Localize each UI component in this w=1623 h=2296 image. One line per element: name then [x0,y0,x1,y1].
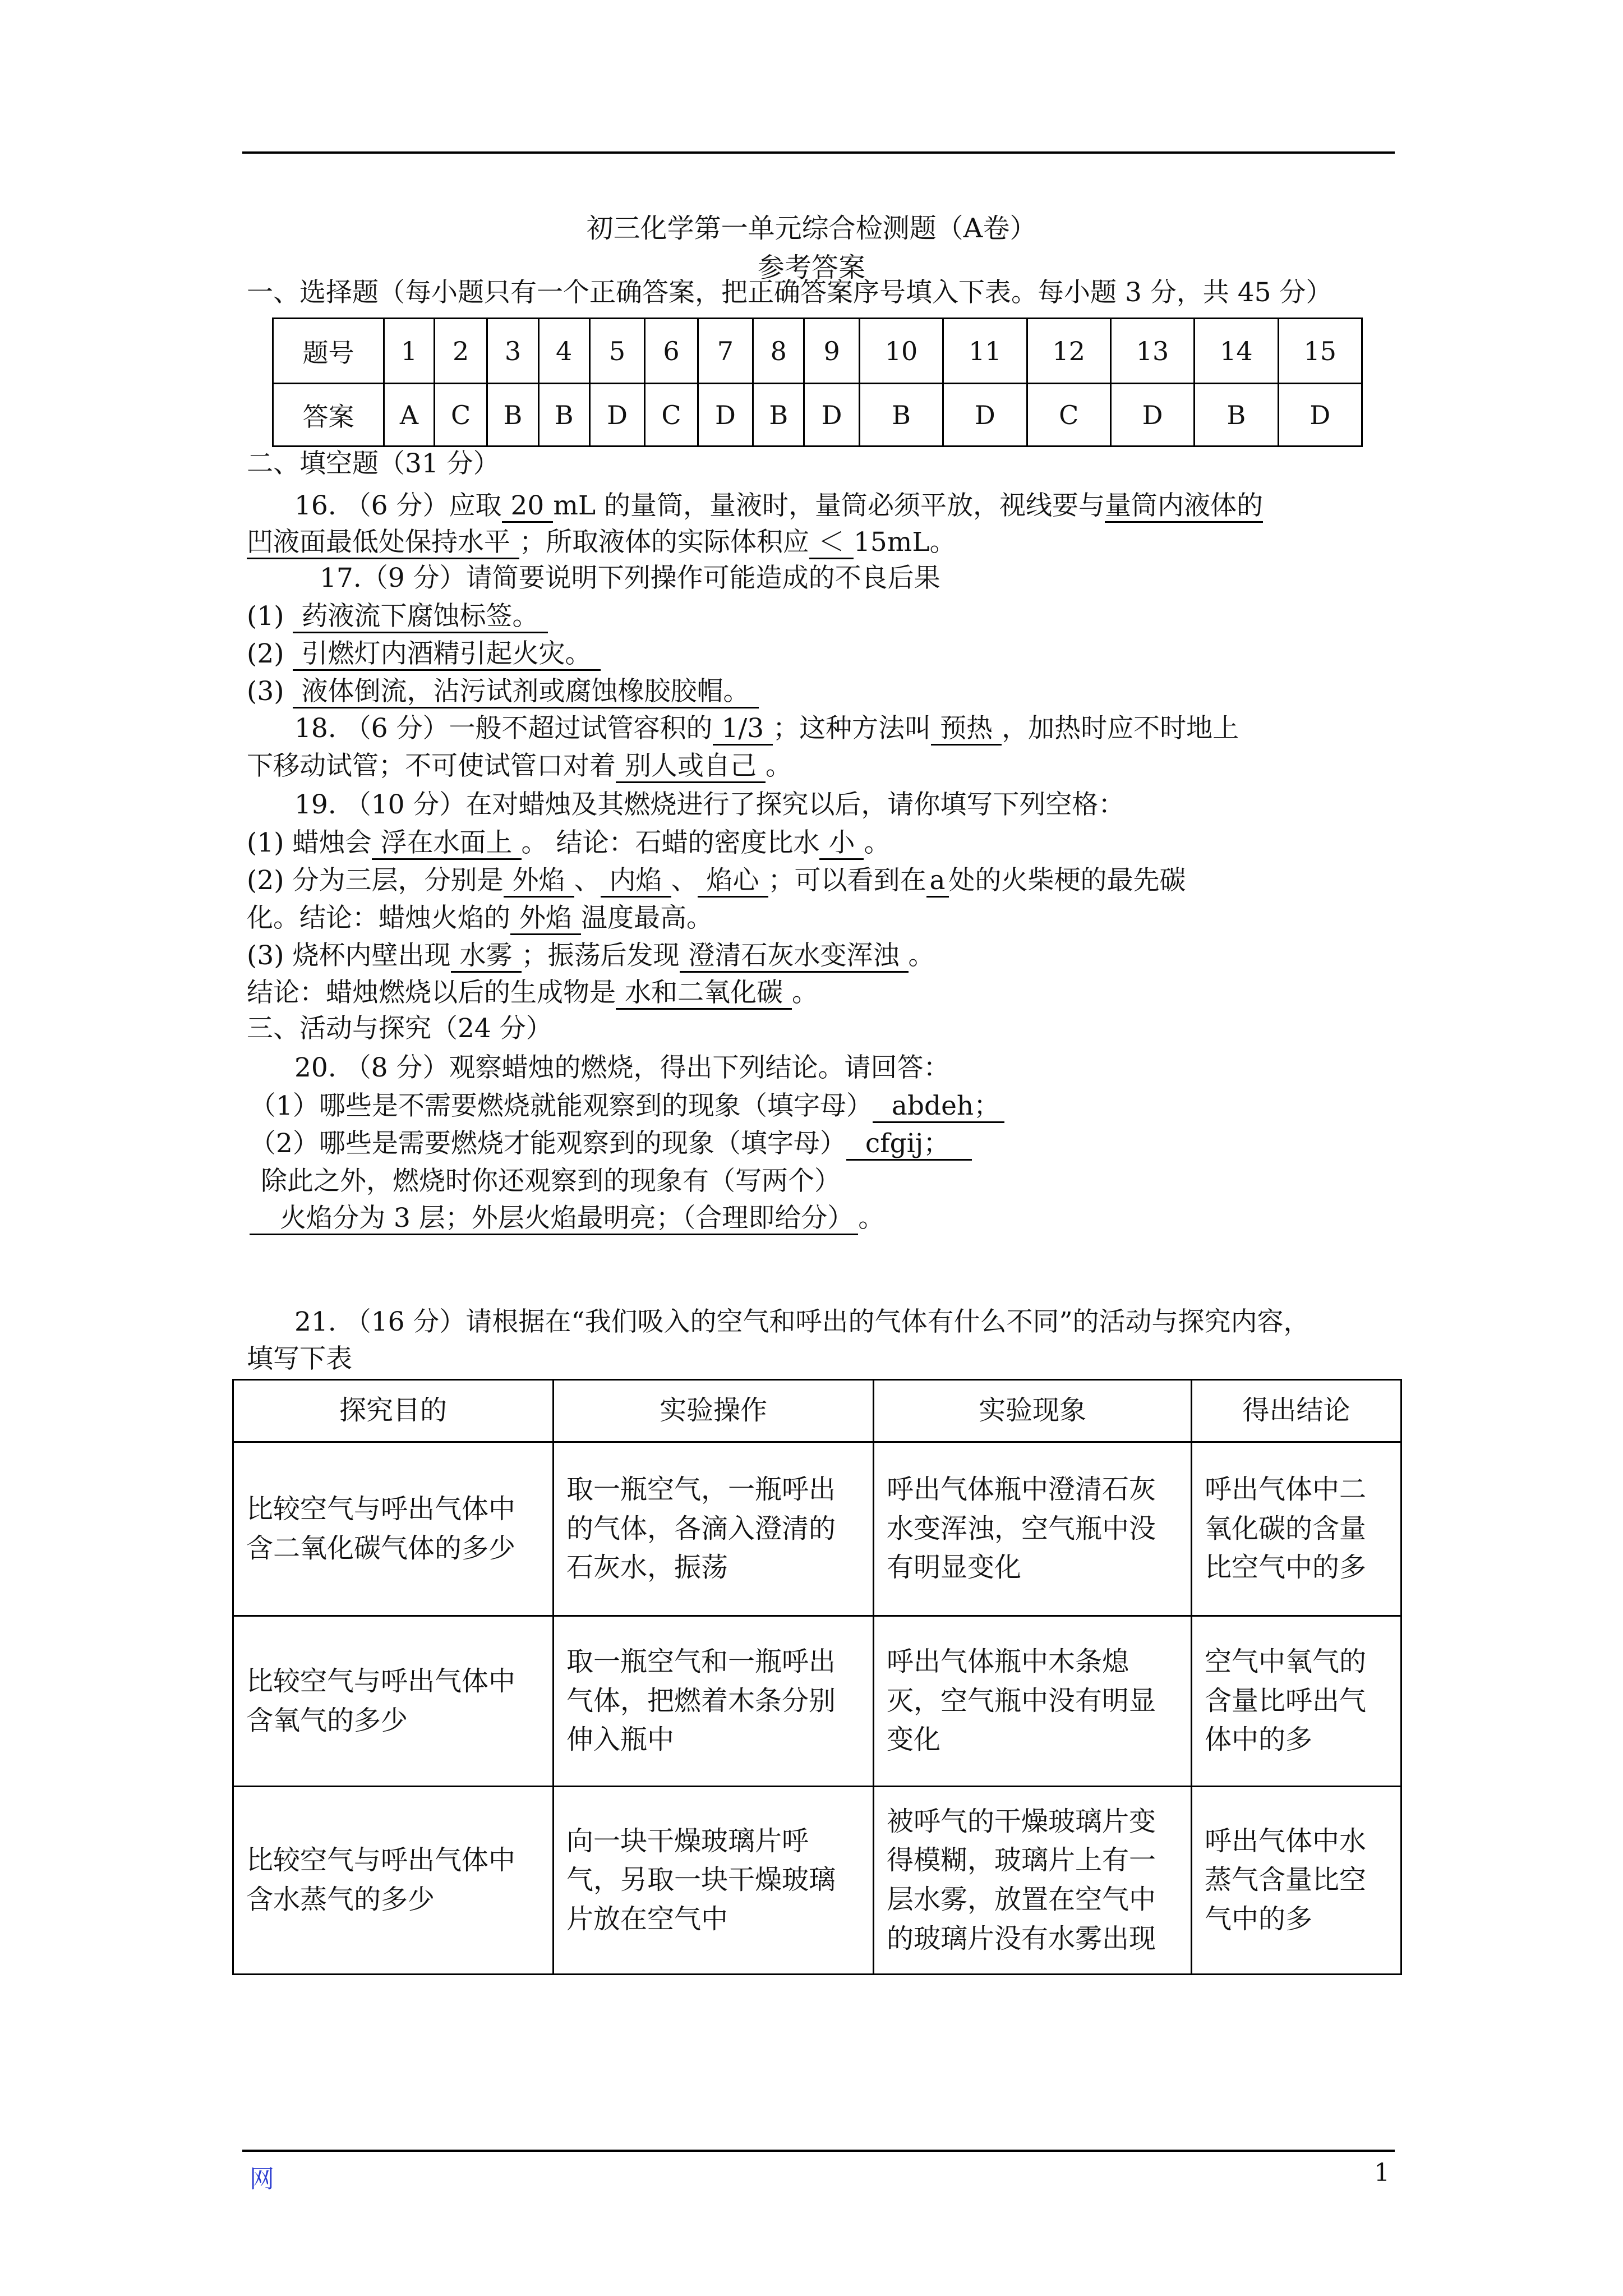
experiment-table-row [233,1787,1401,1975]
q16-text: 16. （6 分）应取 [294,490,502,521]
table-cell: 比较空气与呼出气体中含氧气的多少 [233,1616,554,1787]
q20-line-1 [250,1093,1004,1123]
q20-answer: abdeh； [873,1093,1004,1123]
q19-answer: 澄清石灰水变浑浊 [680,942,909,973]
q16-text: ；所取液体的实际体积应 [519,527,809,558]
answer-table-cell: 14 [1195,319,1278,384]
q20-answer: cfgij； [846,1130,972,1161]
answer-table-cell: B [487,384,538,447]
q18-line-2 [247,753,792,783]
answer-table-cell: 13 [1110,319,1194,384]
q16-answer: 20 [502,493,554,523]
q19-answer: 外焰 [510,905,581,935]
footer-rule [242,2150,1395,2152]
q17-item-number: (1) [247,601,284,632]
q16-answer: 量筒内液体的 [1105,493,1263,523]
experiment-table-header [233,1380,1401,1442]
table-cell: 呼出气体瓶中木条熄灭，空气瓶中没有明显变化 [874,1616,1192,1787]
q21-stem-1: 21. （16 分）请根据在“我们吸入的空气和呼出的气体有什么不同”的活动与探究内容， [294,1306,1310,1337]
section-1-heading: 一、选择题（每小题只有一个正确答案，把正确答案序号填入下表。每小题 3 分，共 45 分） [247,277,1332,308]
header-cell: 实验操作 [554,1380,874,1442]
answer-table-cell: D [943,384,1027,447]
answer-table-cell: 7 [698,319,753,384]
q19-line-4 [247,942,935,973]
q17-answer: 引燃灯内酒精引起火灾。 [293,641,601,671]
experiment-table [232,1379,1402,1975]
q16-answer: ＜ [809,529,854,559]
table-cell: 空气中氧气的含量比呼出气体中的多 [1192,1616,1401,1787]
q19-answer: 水雾 [451,942,522,973]
q17-item-1 [247,603,548,633]
q17-item-number: (3) [247,676,284,707]
table-cell: 被呼气的干燥玻璃片变得模糊，玻璃片上有一层水雾，放置在空气中的玻璃片没有水雾出现 [874,1787,1192,1975]
q17-item-number: (2) [247,638,284,669]
answer-table-cell: 12 [1027,319,1110,384]
table-cell: 呼出气体中二氧化碳的含量比空气中的多 [1192,1442,1401,1616]
answer-table-cell: B [859,384,943,447]
answer-table-cell: 2 [434,319,487,384]
footer-link[interactable]: 网 [250,2165,274,2193]
table-cell: 比较空气与呼出气体中含水蒸气的多少 [233,1787,554,1975]
q19-text: 温度最高。 [581,903,713,933]
q17-stem: 17.（9 分）请简要说明下列操作可能造成的不良后果 [320,563,940,593]
q19-answer: 小 [819,830,864,860]
q18-text: ；这种方法叫 [773,713,932,744]
q19-text: ；振荡后发现 [521,940,680,971]
experiment-table-row [233,1442,1401,1616]
answer-table-cell: B [1195,384,1278,447]
q19-text: 、 [574,865,601,896]
q20-text: （2）哪些是需要燃烧才能观察到的现象（填字母） [250,1128,846,1159]
answer-table-cell: 15 [1278,319,1362,384]
q19-text: ；可以看到在 [768,865,926,896]
q19-line-2 [247,867,1186,898]
q16-text: mL 的量筒，量液时，量筒必须平放，视线要与 [553,490,1105,521]
answer-table-cell: 11 [943,319,1027,384]
header-cell: 探究目的 [233,1380,554,1442]
q18-text: 。 [766,751,792,781]
q16-answer: 凹液面最低处保持水平 [247,529,519,559]
q19-answer: 浮在水面上 [372,830,522,860]
table-cell: 向一块干燥玻璃片呼气，另取一块干燥玻璃片放在空气中 [554,1787,874,1975]
table-cell: 取一瓶空气和一瓶呼出气体，把燃着木条分别伸入瓶中 [554,1616,874,1787]
answer-table-cell: D [698,384,753,447]
q17-item-3 [247,678,759,708]
answer-table-cell: 4 [538,319,589,384]
q19-line-5 [247,979,818,1010]
q19-text: 处的火柴梗的最先碳 [948,865,1186,896]
q19-answer: 焰心 [698,867,768,898]
q17-item-2 [247,638,601,671]
answer-table-cell: A [384,384,435,447]
answer-table-cell: C [645,384,698,447]
answer-table-cell: B [753,384,804,447]
page-number: 1 [1374,2159,1390,2187]
header-rule [242,151,1395,154]
answer-table-cell: D [1278,384,1362,447]
page-title: 初三化学第一单元综合检测题（A卷） [586,213,1037,244]
q19-text: (3) 烧杯内壁出现 [247,940,451,971]
q16-text: 15mL。 [854,527,956,558]
header-cell: 得出结论 [1192,1380,1401,1442]
q19-text: 。 [864,827,891,858]
q17-answer: 液体倒流，沾污试剂或腐蚀橡胶胶帽。 [293,678,759,708]
q19-text: 结论：蜡烛燃烧以后的生成物是 [247,977,616,1008]
q18-text: 18. （6 分）一般不超过试管容积的 [294,713,713,744]
q19-line-3 [247,905,713,935]
answer-table [272,318,1363,447]
answer-table-cell: 1 [384,319,435,384]
q20-stem: 20. （8 分）观察蜡烛的燃烧，得出下列结论。请回答： [294,1052,950,1083]
section-3-heading: 三、活动与探究（24 分） [247,1013,552,1044]
q18-answer: 1/3 [713,715,773,746]
answer-table-cell: 10 [859,319,943,384]
table-cell: 呼出气体瓶中澄清石灰水变浑浊，空气瓶中没有明显变化 [874,1442,1192,1616]
answer-table-cell: B [538,384,589,447]
answer-table-cell: D [804,384,859,447]
answer-table-cell: C [434,384,487,447]
q19-text: (1) 蜡烛会 [247,827,372,858]
answer-table-cell: 3 [487,319,538,384]
q18-answer: 预热 [931,715,1002,746]
q17-answer: 药液流下腐蚀标签。 [293,603,548,633]
q19-line-1 [247,827,891,860]
q18-text: ，加热时应不时地上 [1002,713,1239,744]
q20-text: （1）哪些是不需要燃烧就能观察到的现象（填字母） [250,1091,873,1121]
table-cell: 取一瓶空气，一瓶呼出的气体，各滴入澄清的石灰水，振荡 [554,1442,874,1616]
table-cell: 比较空气与呼出气体中含二氧化碳气体的多少 [233,1442,554,1616]
answer-table-cell: 5 [589,319,644,384]
answer-table-cell: 6 [645,319,698,384]
q20-line-2 [250,1130,972,1161]
q19-answer: a [926,867,949,898]
q19-stem: 19. （10 分）在对蜡烛及其燃烧进行了探究以后，请你填写下列空格： [294,789,1125,820]
header-cell: 实验现象 [874,1380,1192,1442]
experiment-table-row [233,1616,1401,1787]
q19-answer: 外焰 [504,867,574,898]
section-2-heading: 二、填空题（31 分） [247,448,500,479]
table-cell: 呼出气体中水蒸气含量比空气中的多 [1192,1787,1401,1975]
answer-table-cell: 8 [753,319,804,384]
q19-text: 。 [792,977,818,1008]
q20-line-3: 除此之外，燃烧时你还观察到的现象有（写两个） [261,1166,841,1197]
q19-text: 。 结论：石蜡的密度比水 [521,827,820,858]
q19-text: 化。结论：蜡烛火焰的 [247,903,510,933]
answer-table-row-answers [273,384,1362,447]
answer-table-cell: 9 [804,319,859,384]
q16-line-2 [247,529,956,559]
answer-table-row-numbers [273,319,1362,384]
answer-table-cell: D [1110,384,1194,447]
q19-answer: 内焰 [601,867,671,898]
q19-answer: 水和二氧化碳 [616,979,792,1010]
q18-line-1 [294,715,1239,746]
q16-line-1 [294,490,1264,523]
q19-text: 。 [908,940,935,971]
q20-answer: 火焰分为 3 层；外层火焰最明亮；（合理即给分） [250,1205,858,1235]
q20-line-4 [250,1205,884,1235]
answer-table-cell: D [589,384,644,447]
q21-stem-2: 填写下表 [247,1343,352,1374]
answer-table-label: 题号 [273,319,384,384]
q20-text: 。 [858,1203,885,1234]
page-subtitle: 参考答案 [757,252,865,283]
q18-answer: 别人或自己 [616,753,766,783]
answer-table-label: 答案 [273,384,384,447]
q19-text: 、 [671,865,698,896]
answer-table-cell: C [1027,384,1110,447]
q19-text: (2) 分为三层，分别是 [247,865,504,896]
q18-text: 下移动试管；不可使试管口对着 [247,751,616,781]
